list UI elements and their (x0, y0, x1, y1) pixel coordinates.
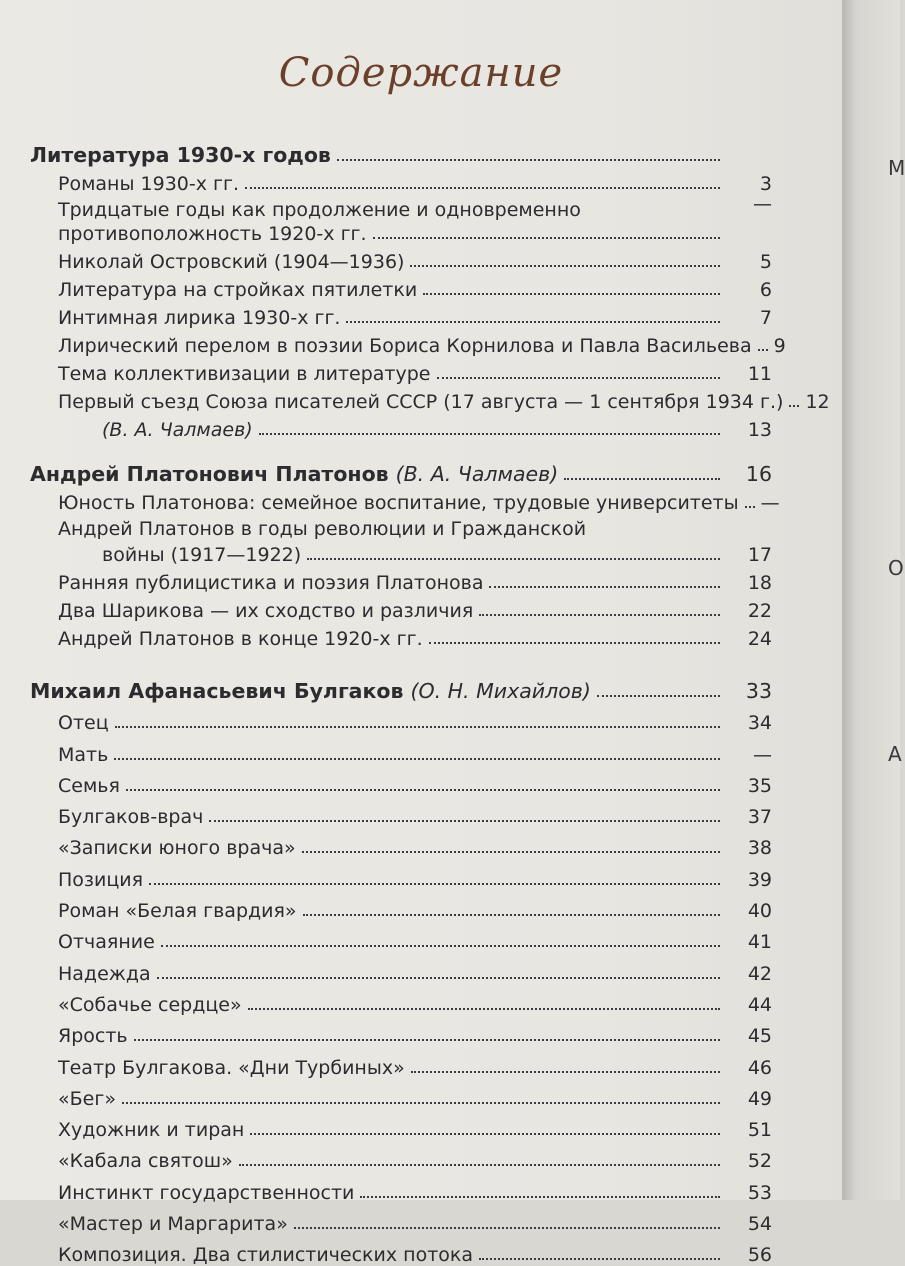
page-number: 5 (759, 251, 772, 273)
dot-leader (122, 1102, 720, 1104)
entry-title: Ранняя публицистика и поэзия Платонова (58, 572, 484, 594)
page-number: 37 (747, 806, 772, 829)
entry-title: Роман «Белая гвардия» (58, 900, 297, 923)
entry-title-continued: противоположность 1920-х гг. (58, 223, 367, 245)
entry-title: «Записки юного врача» (58, 837, 296, 860)
dot-leader (302, 851, 720, 853)
toc-entry (30, 922, 772, 953)
page-number: 49 (747, 1087, 772, 1110)
dot-leader (564, 478, 720, 480)
section-author: (О. Н. Михайлов) (410, 679, 591, 703)
edge-letter: О (888, 556, 904, 580)
page-number: — (753, 193, 772, 215)
dot-leader (114, 758, 720, 760)
toc-entry (30, 594, 772, 622)
entry-title: Ярость (58, 1025, 128, 1048)
dot-leader (134, 1039, 720, 1041)
dot-leader (758, 349, 768, 351)
dot-leader (161, 945, 720, 947)
page-number: 44 (747, 993, 772, 1016)
toc-entry (30, 953, 772, 984)
page-number: 46 (747, 1056, 772, 1079)
entry-title: Романы 1930-х гг. (58, 173, 240, 195)
page-number: 9 (773, 335, 786, 357)
entry-title: Тема коллективизации в литературе (58, 363, 431, 385)
dot-leader (373, 237, 720, 239)
toc-entry (30, 329, 786, 357)
page-number: 24 (747, 628, 772, 650)
dot-leader (745, 506, 755, 508)
page-number: 17 (747, 544, 772, 566)
dot-leader (360, 1196, 720, 1198)
entry-title: Инстинкт государственности (58, 1181, 355, 1204)
entry-title: Художник и тиран (58, 1119, 245, 1142)
page-number: 54 (747, 1213, 772, 1236)
dot-leader (410, 265, 720, 267)
toc-entry (30, 195, 772, 245)
edge-letter: А (888, 742, 902, 766)
toc-entry (30, 413, 772, 441)
toc-entry (30, 1110, 772, 1141)
page-number: 42 (747, 962, 772, 985)
entry-title: Композиция. Два стилистических потока (58, 1244, 474, 1266)
section-heading (30, 666, 772, 703)
dot-leader (597, 695, 720, 697)
page-number: — (760, 492, 780, 514)
entry-title: Николай Островский (1904—1936) (58, 251, 405, 273)
dot-leader (789, 405, 799, 407)
dot-leader (115, 726, 720, 728)
dot-leader (489, 586, 720, 588)
dot-leader (126, 789, 720, 791)
dot-leader (157, 977, 720, 979)
entry-title: Надежда (58, 962, 151, 985)
page-number: 6 (759, 279, 772, 301)
entry-title: Два Шарикова — их сходство и различия (58, 600, 474, 622)
dot-leader (259, 433, 720, 435)
page-title: Содержание (278, 50, 564, 96)
toc-entry (30, 828, 772, 859)
entry-title: «Бег» (58, 1087, 116, 1110)
dot-leader (346, 321, 720, 323)
section-title: Михаил Афанасьевич Булгаков (30, 679, 404, 703)
page-number: 11 (747, 363, 772, 385)
page-number: 53 (747, 1181, 772, 1204)
dot-leader (411, 1071, 720, 1073)
table-of-contents (30, 130, 830, 1266)
entry-title: Первый съезд Союза писателей СССР (17 августа — 1 сентября 1934 г.) (58, 391, 784, 413)
entry-title: Позиция (58, 868, 144, 891)
entry-title: Отчаяние (58, 931, 155, 954)
entry-title: Булгаков-врач (58, 806, 204, 829)
page-number: 41 (747, 931, 772, 954)
entry-title: Литература на стройках пятилетки (58, 279, 418, 301)
toc-entry (30, 301, 772, 329)
page-number: 16 (745, 462, 772, 486)
dot-leader (429, 642, 720, 644)
entry-title: Тридцатые годы как продолжение и одновременно (58, 199, 581, 221)
entry-title: Юность Платонова: семейное воспитание, трудовые университеты (58, 492, 739, 514)
toc-entry (30, 486, 780, 514)
entry-author: (В. А. Чалмаев) (102, 419, 253, 441)
page-number: 33 (745, 679, 772, 703)
dot-leader (303, 914, 720, 916)
section-heading (30, 130, 772, 167)
dot-leader (294, 1227, 720, 1229)
page-number: 3 (759, 173, 772, 195)
dot-leader (479, 1258, 720, 1260)
page-number: 45 (747, 1025, 772, 1048)
toc-entry (30, 622, 772, 650)
toc-entry (30, 891, 772, 922)
dot-leader (248, 1008, 720, 1010)
toc-entry (30, 1016, 772, 1047)
toc-entry (30, 797, 772, 828)
entry-title: Андрей Платонов в конце 1920-х гг. (58, 628, 423, 650)
page-number: 52 (747, 1150, 772, 1173)
page-number: 13 (747, 419, 772, 441)
page-number: — (753, 743, 772, 766)
page-number: 34 (747, 712, 772, 735)
entry-title: Интимная лирика 1930-х гг. (58, 307, 341, 329)
page-number: 51 (747, 1119, 772, 1142)
toc-entry (30, 1047, 772, 1078)
toc-entry (30, 734, 772, 765)
section-title: Андрей Платонович Платонов (30, 462, 389, 486)
dot-leader (423, 293, 720, 295)
toc-entry (30, 357, 772, 385)
page-number: 56 (747, 1244, 772, 1266)
toc-entry (30, 514, 772, 566)
entry-title: Мать (58, 743, 109, 766)
toc-entry (30, 273, 772, 301)
toc-entry (30, 1235, 772, 1266)
bulgakov-section (30, 666, 772, 1266)
toc-entry (30, 766, 772, 797)
toc-entry (30, 385, 830, 413)
page-number: 38 (747, 837, 772, 860)
toc-entry (30, 566, 772, 594)
toc-entry (30, 1204, 772, 1235)
dot-leader (337, 159, 720, 161)
page-number: 18 (747, 572, 772, 594)
page-number: 35 (747, 774, 772, 797)
section-author: (В. А. Чалмаев) (395, 462, 559, 486)
dot-leader (239, 1164, 720, 1166)
page-number: 12 (805, 391, 830, 413)
page-number: 39 (747, 868, 772, 891)
entry-title: Семья (58, 774, 120, 797)
dot-leader (245, 187, 720, 189)
dot-leader (149, 883, 720, 885)
dot-leader (209, 820, 720, 822)
entry-title: «Мастер и Маргарита» (58, 1213, 288, 1236)
toc-entry (30, 245, 772, 273)
entry-title: Отец (58, 712, 109, 735)
entry-title: Андрей Платонов в годы революции и Гражданской (58, 518, 587, 540)
toc-entry (30, 985, 772, 1016)
toc-entry (30, 859, 772, 890)
dot-leader (307, 558, 720, 560)
entry-title: Лирический перелом в поэзии Бориса Корнилова и Павла Васильева (58, 335, 752, 357)
page-number: 22 (747, 600, 772, 622)
dot-leader (250, 1133, 720, 1135)
page-number: 40 (747, 900, 772, 923)
toc-entry (30, 1172, 772, 1203)
toc-entry (30, 1079, 772, 1110)
toc-entry (30, 1141, 772, 1172)
toc-entry (30, 167, 772, 195)
dot-leader (479, 614, 720, 616)
entry-title-continued: войны (1917—1922) (102, 544, 302, 566)
dot-leader (437, 377, 721, 379)
section-heading (30, 449, 772, 486)
section-title: Литература 1930-х годов (30, 143, 331, 167)
entry-title: «Собачье сердце» (58, 993, 242, 1016)
next-page-edge (842, 0, 905, 1200)
edge-letter: M (888, 156, 905, 180)
page-number: 7 (759, 307, 772, 329)
entry-title: Театр Булгакова. «Дни Турбиных» (58, 1056, 405, 1079)
entry-title: «Кабала святош» (58, 1150, 233, 1173)
toc-entry (30, 703, 772, 734)
